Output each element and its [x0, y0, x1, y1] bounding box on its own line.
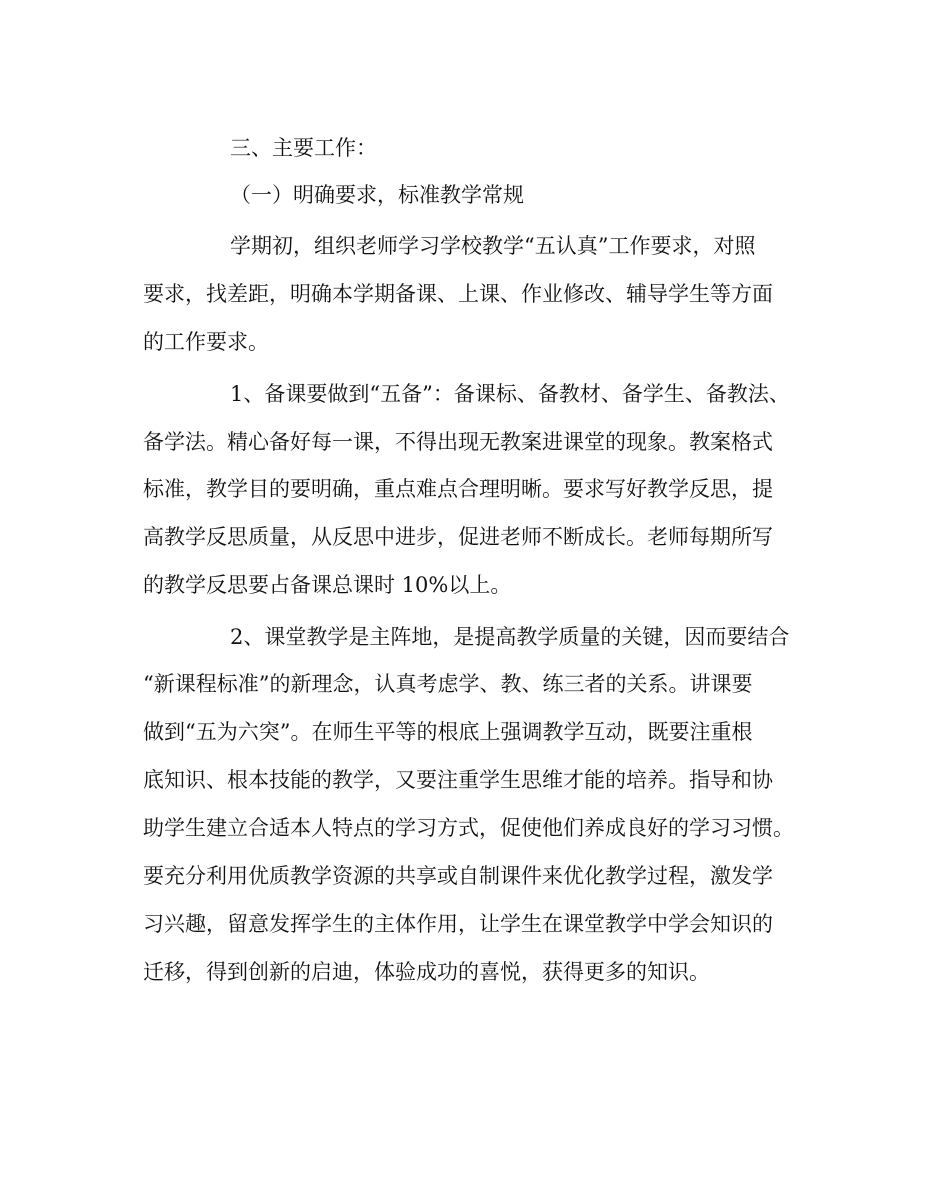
paragraph-line: 1、备课要做到“五备”：备课标、备教材、备学生、备教法、 [230, 382, 790, 406]
paragraph-line: 备学法。精心备好每一课，不得出现无教案进课堂的现象。教案格式 [143, 430, 773, 454]
paragraph-line: 的教学反思要占备课总课时 10%以上。 [143, 573, 512, 597]
paragraph-line: 的工作要求。 [143, 330, 269, 354]
subsection-heading: （一）明确要求，标准教学常规 [230, 183, 524, 207]
paragraph-line: 做到“五为六突”。在师生平等的根底上强调教学互动，既要注重根 [143, 720, 753, 744]
paragraph-line: 要充分利用优质教学资源的共享或自制课件来优化教学过程，激发学 [143, 864, 773, 888]
paragraph-line: 2、课堂教学是主阵地，是提高教学质量的关键，因而要结合 [230, 625, 790, 649]
paragraph-line: 要求，找差距，明确本学期备课、上课、作业修改、辅导学生等方面 [143, 282, 773, 306]
paragraph-line: 迁移，得到创新的启迪，体验成功的喜悦，获得更多的知识。 [143, 960, 710, 984]
paragraph-line: 底知识、根本技能的教学，又要注重学生思维才能的培养。指导和协 [143, 768, 773, 792]
paragraph-line: 标准，教学目的要明确，重点难点合理明晰。要求写好教学反思，提 [143, 477, 773, 501]
paragraph-line: 高教学反思质量，从反思中进步，促进老师不断成长。老师每期所写 [143, 525, 773, 549]
paragraph-line: “新课程标准”的新理念，认真考虑学、教、练三者的关系。讲课要 [143, 672, 753, 696]
paragraph-line: 学期初，组织老师学习学校教学“五认真”工作要求，对照 [230, 234, 756, 258]
paragraph-line: 助学生建立合适本人特点的学习方式，促使他们养成良好的学习习惯。 [143, 816, 794, 840]
paragraph-line: 习兴趣，留意发挥学生的主体作用，让学生在课堂教学中学会知识的 [143, 912, 773, 936]
section-heading: 三、主要工作： [230, 136, 377, 160]
